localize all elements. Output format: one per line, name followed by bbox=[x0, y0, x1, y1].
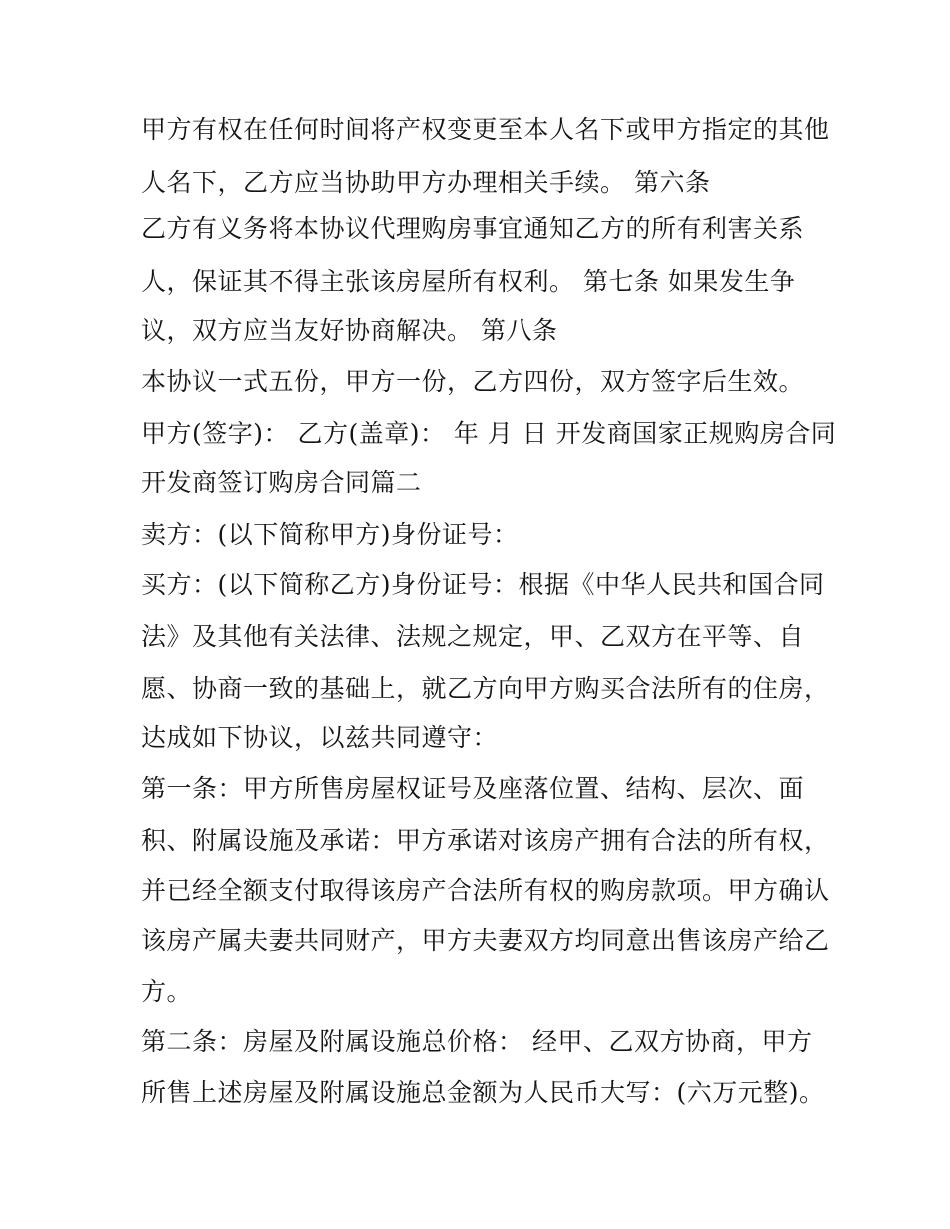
section-heading: 开发商签订购房合同篇二 bbox=[141, 468, 422, 497]
text-line: 愿、协商一致的基础上，就乙方向甲方购买合法所有的住房， bbox=[141, 674, 830, 703]
text-line: 买方：(以下简称乙方)身份证号：根据《中华人民共和国合同 bbox=[141, 570, 825, 599]
text-line: 第二条：房屋及附属设施总价格： 经甲、乙双方协商，甲方 bbox=[141, 1027, 813, 1056]
text-line: 议，双方应当友好协商解决。 第八条 bbox=[141, 316, 558, 345]
text-line: 甲方(签字)： 乙方(盖章)： 年 月 日 开发商国家正规购房合同 bbox=[141, 419, 837, 448]
text-line: 方。 bbox=[141, 977, 193, 1006]
text-line: 达成如下协议，以兹共同遵守： bbox=[141, 723, 499, 752]
text-line: 法》及其他有关法律、法规之规定，甲、乙双方在平等、自 bbox=[141, 622, 805, 651]
text-line: 人，保证其不得主张该房屋所有权利。 第七条 如果发生争 bbox=[141, 267, 796, 296]
text-line: 卖方：(以下简称甲方)身份证号： bbox=[141, 520, 519, 549]
text-line: 第一条：甲方所售房屋权证号及座落位置、结构、层次、面 bbox=[141, 774, 805, 803]
text-line: 积、附属设施及承诺：甲方承诺对该房产拥有合法的所有权， bbox=[141, 826, 830, 855]
text-line: 所售上述房屋及附属设施总金额为人民币大写：(六万元整)。 bbox=[141, 1078, 825, 1107]
text-line: 该房产属夫妻共同财产，甲方夫妻双方均同意出售该房产给乙 bbox=[141, 926, 830, 955]
text-line: 甲方有权在任何时间将产权变更至本人名下或甲方指定的其他 bbox=[141, 115, 830, 144]
text-line: 人名下，乙方应当协助甲方办理相关手续。 第六条 bbox=[141, 168, 711, 197]
text-line: 乙方有义务将本协议代理购房事宜通知乙方的所有利害关系 bbox=[141, 214, 805, 243]
text-line: 并已经全额支付取得该房产合法所有权的购房款项。甲方确认 bbox=[141, 876, 830, 905]
text-line: 本协议一式五份，甲方一份，乙方四份，双方签字后生效。 bbox=[141, 367, 805, 396]
